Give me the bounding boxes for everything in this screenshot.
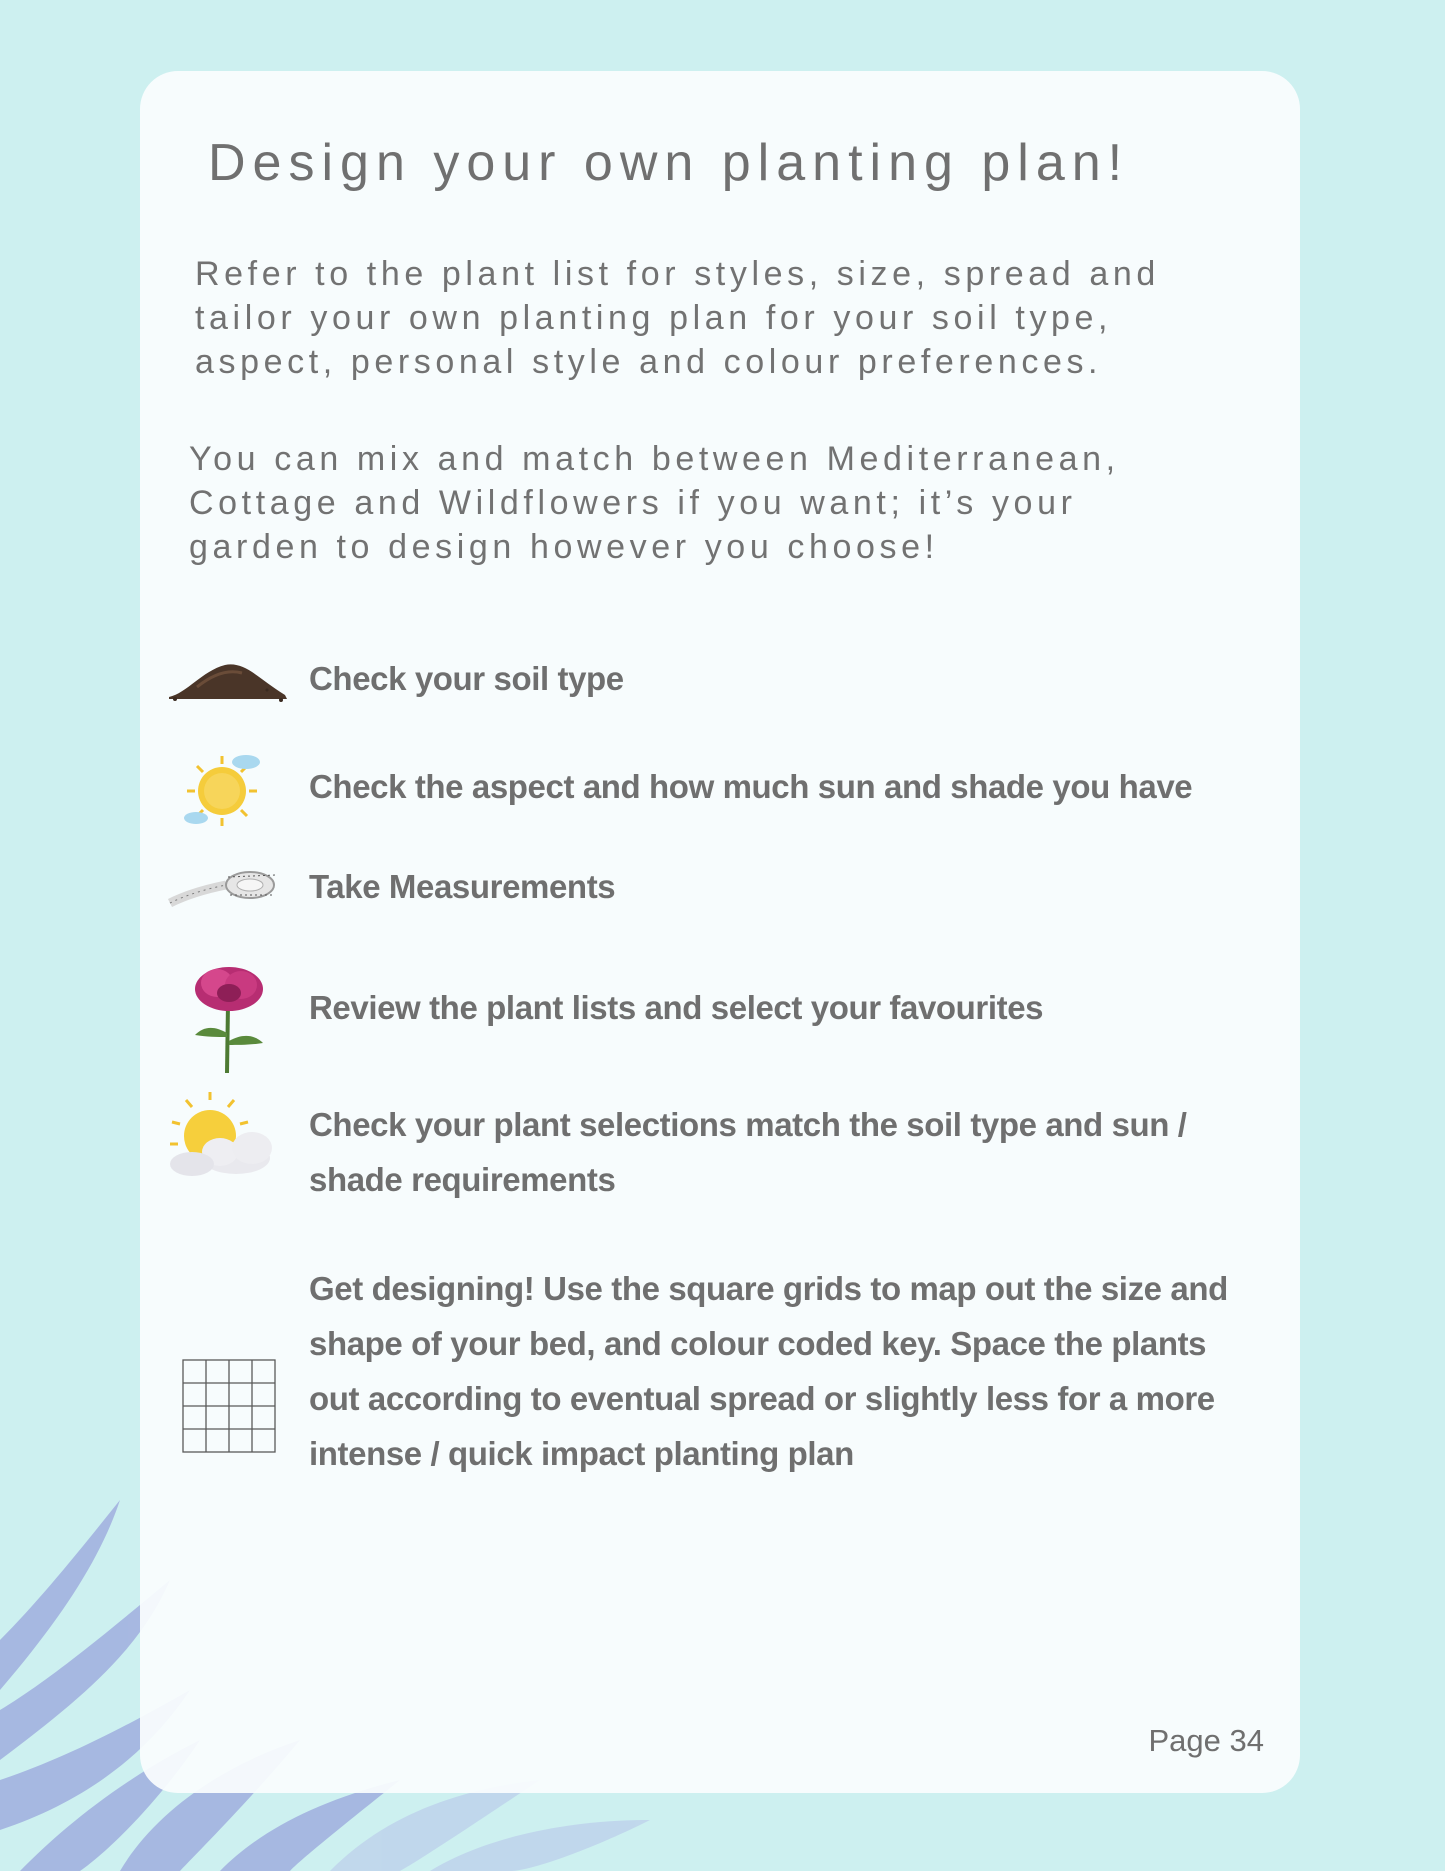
sun-with-clouds-icon (184, 752, 264, 830)
page-number: Page 34 (1148, 1723, 1264, 1758)
step-text: Take Measurements (309, 868, 616, 905)
pink-flower-icon (183, 963, 273, 1075)
content-card (140, 71, 1300, 1793)
page-title: Design your own planting plan! (208, 134, 1130, 192)
step-text: Get designing! Use the square grids to map out the size and shape of your bed, and colour coded key. Space the plants out according to eventual spread or slightly less for a more intense / quick impact planting plan (309, 1270, 1228, 1472)
step-text: Check the aspect and how much sun and shade you have (309, 768, 1193, 805)
intro-line: tailor your own planting plan for your soil type, (195, 299, 1113, 337)
tape-measure-icon (166, 861, 286, 913)
step-text: Review the plant lists and select your favourites (309, 989, 1044, 1026)
step-text: Check your plant selections match the soil type and sun / shade requirements (309, 1106, 1187, 1198)
intro-line: Refer to the plant list for styles, size, spread and (195, 255, 1160, 293)
mix-line: Cottage and Wildflowers if you want; it’s your (189, 484, 1077, 522)
sun-behind-cloud-icon (164, 1090, 288, 1182)
mix-line: You can mix and match between Mediterranean, (189, 440, 1120, 478)
intro-line: aspect, personal style and colour preferences. (195, 343, 1103, 381)
soil-pile-icon (167, 657, 289, 703)
step-text: Check your soil type (309, 660, 624, 697)
square-grid-icon (182, 1359, 276, 1453)
mix-paragraph (189, 437, 1120, 569)
intro-paragraph (195, 252, 1160, 384)
mix-line: garden to design however you choose! (189, 528, 939, 566)
